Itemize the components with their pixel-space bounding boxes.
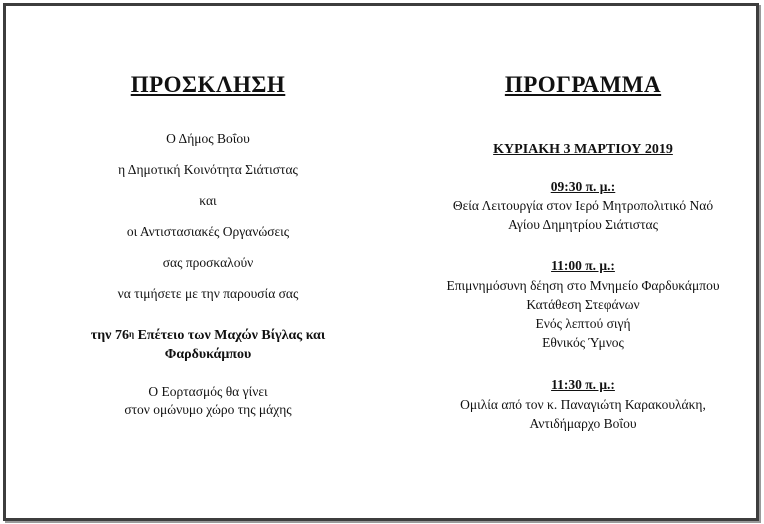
event-title-line-2: Φαρδυκάμπου [164, 347, 252, 362]
invitation-line: σας προσκαλούν [162, 255, 254, 270]
program-item-line: Ενός λεπτού σιγή [535, 316, 631, 331]
invitation-line: η Δημοτική Κοινότητα Σιάτιστας [118, 162, 298, 177]
invitation-title: ΠΡΟΣΚΛΗΣΗ [130, 72, 286, 97]
event-ordinal-suffix: η [128, 329, 135, 339]
invitation-frame [3, 3, 759, 521]
invitation-line: να τιμήσετε με την παρουσία σας [117, 286, 299, 301]
program-item-line: Αγίου Δημητρίου Σιάτιστας [508, 217, 658, 232]
program-item-line: Αντιδήμαρχο Βοΐου [529, 416, 637, 431]
event-suffix: Επέτειο των Μαχών Βίγλας και [134, 328, 326, 343]
invitation-line: οι Αντιστασιακές Οργανώσεις [126, 224, 290, 239]
event-prefix: την 76 [90, 328, 129, 343]
program-item-line: Θεία Λειτουργία στον Ιερό Μητροπολιτικό Ναό [452, 198, 714, 213]
program-item-time: 11:30 π. μ.: [551, 377, 615, 392]
program-title: ΠΡΟΓΡΑΜΜΑ [504, 72, 662, 97]
program-item-line: Ομιλία από τον κ. Παναγιώτη Καρακουλάκη, [460, 397, 706, 412]
program-item-line: Εθνικός Ύμνος [542, 335, 624, 350]
invitation-line: Ο Δήμος Βοΐου [166, 131, 250, 146]
program-column [410, 6, 756, 518]
event-title-line-1 [6, 328, 410, 344]
program-item-time: 11:00 π. μ.: [551, 258, 615, 273]
program-item-line: Κατάθεση Στεφάνων [526, 297, 640, 312]
venue-line-2: στον ομώνυμο χώρο της μάχης [124, 402, 292, 417]
program-item-line: Επιμνημόσυνη δέηση στο Μνημείο Φαρδυκάμπου [446, 278, 720, 293]
venue-line-1: Ο Εορτασμός θα γίνει [148, 384, 268, 399]
program-item-time: 09:30 π. μ.: [550, 179, 616, 194]
program-date: ΚΥΡΙΑΚΗ 3 ΜΑΡΤΙΟΥ 2019 [493, 142, 673, 157]
invitation-column [6, 6, 410, 518]
invitation-line: και [199, 193, 217, 208]
